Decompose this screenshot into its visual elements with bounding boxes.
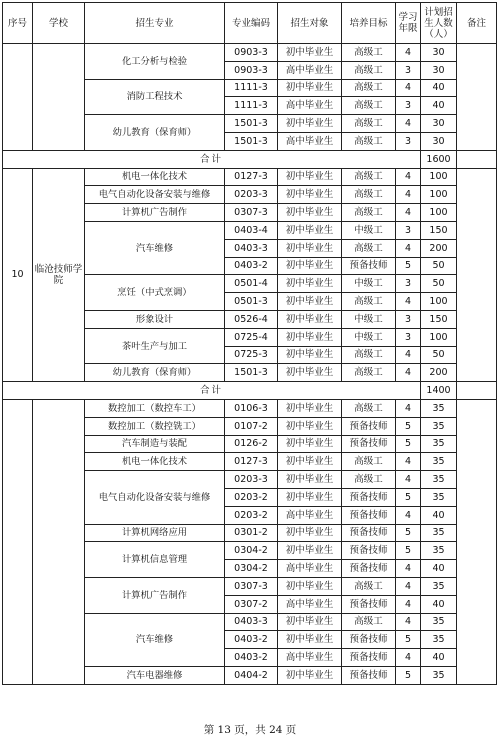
code-cell: 0725-4: [225, 328, 278, 346]
target-cell: 高中毕业生: [278, 506, 342, 524]
target-cell: 初中毕业生: [278, 488, 342, 506]
plan-cell: 40: [421, 595, 457, 613]
goal-cell: 高级工: [342, 399, 396, 417]
plan-cell: 35: [421, 399, 457, 417]
plan-cell: 100: [421, 186, 457, 204]
major-cell: 化工分析与检验: [85, 44, 225, 80]
goal-cell: 预备技师: [342, 417, 396, 435]
code-cell: 1501-3: [225, 115, 278, 133]
plan-cell: 150: [421, 310, 457, 328]
code-cell: 0106-3: [225, 399, 278, 417]
years-cell: 4: [396, 186, 421, 204]
goal-cell: 高级工: [342, 293, 396, 311]
target-cell: 高中毕业生: [278, 595, 342, 613]
goal-cell: 中级工: [342, 221, 396, 239]
target-cell: 初中毕业生: [278, 221, 342, 239]
note-cell: [457, 44, 497, 151]
code-cell: 0203-2: [225, 506, 278, 524]
code-cell: 0304-2: [225, 560, 278, 578]
goal-cell: 高级工: [342, 79, 396, 97]
major-cell: 计算机网络应用: [85, 524, 225, 542]
goal-cell: 预备技师: [342, 524, 396, 542]
code-cell: 0526-4: [225, 310, 278, 328]
target-cell: 初中毕业生: [278, 257, 342, 275]
target-cell: 初中毕业生: [278, 364, 342, 382]
years-cell: 5: [396, 666, 421, 684]
years-cell: 4: [396, 649, 421, 667]
plan-cell: 35: [421, 613, 457, 631]
goal-cell: 高级工: [342, 204, 396, 222]
plan-cell: 200: [421, 239, 457, 257]
plan-cell: 35: [421, 417, 457, 435]
goal-cell: 预备技师: [342, 488, 396, 506]
code-cell: 0903-3: [225, 61, 278, 79]
target-cell: 初中毕业生: [278, 44, 342, 62]
target-cell: 高中毕业生: [278, 97, 342, 115]
goal-cell: 中级工: [342, 275, 396, 293]
plan-cell: 35: [421, 488, 457, 506]
code-cell: 0725-3: [225, 346, 278, 364]
years-cell: 4: [396, 364, 421, 382]
code-cell: 1111-3: [225, 79, 278, 97]
code-cell: 0203-2: [225, 488, 278, 506]
plan-cell: 40: [421, 560, 457, 578]
code-cell: 0304-2: [225, 542, 278, 560]
code-cell: 0203-3: [225, 186, 278, 204]
code-cell: 1111-3: [225, 97, 278, 115]
school-cell: [33, 399, 85, 684]
code-cell: 0127-3: [225, 453, 278, 471]
target-cell: 初中毕业生: [278, 435, 342, 453]
goal-cell: 高级工: [342, 239, 396, 257]
years-cell: 5: [396, 524, 421, 542]
table-row: [3, 399, 497, 417]
goal-cell: 高级工: [342, 346, 396, 364]
plan-cell: 50: [421, 346, 457, 364]
major-cell: 机电一体化技术: [85, 168, 225, 186]
code-cell: 0403-2: [225, 649, 278, 667]
header-school: 学校: [33, 3, 85, 44]
plan-cell: 30: [421, 61, 457, 79]
major-cell: 形象设计: [85, 310, 225, 328]
school-cell: [33, 44, 85, 151]
goal-cell: 高级工: [342, 577, 396, 595]
plan-cell: 40: [421, 97, 457, 115]
header-years: 学习年限: [396, 3, 421, 44]
plan-cell: 30: [421, 132, 457, 150]
years-cell: 4: [396, 346, 421, 364]
major-cell: 数控加工（数控铣工）: [85, 417, 225, 435]
target-cell: 初中毕业生: [278, 293, 342, 311]
code-cell: 0403-3: [225, 239, 278, 257]
plan-cell: 30: [421, 44, 457, 62]
years-cell: 5: [396, 542, 421, 560]
goal-cell: 预备技师: [342, 666, 396, 684]
goal-cell: 预备技师: [342, 595, 396, 613]
plan-cell: 30: [421, 115, 457, 133]
target-cell: 初中毕业生: [278, 577, 342, 595]
target-cell: 初中毕业生: [278, 613, 342, 631]
code-cell: 0403-2: [225, 257, 278, 275]
header-note: 备注: [457, 3, 497, 44]
major-cell: 幼儿教育（保育师）: [85, 115, 225, 151]
major-cell: 电气自动化设备安装与维修: [85, 186, 225, 204]
goal-cell: 高级工: [342, 115, 396, 133]
note-cell: [457, 382, 497, 400]
target-cell: 高中毕业生: [278, 649, 342, 667]
plan-cell: 50: [421, 257, 457, 275]
plan-cell: 35: [421, 666, 457, 684]
enrollment-table: [2, 2, 497, 685]
plan-cell: 100: [421, 168, 457, 186]
major-cell: 电气自动化设备安装与维修: [85, 471, 225, 524]
goal-cell: 预备技师: [342, 649, 396, 667]
target-cell: 初中毕业生: [278, 168, 342, 186]
note-cell: [457, 168, 497, 382]
plan-cell: 40: [421, 649, 457, 667]
years-cell: 4: [396, 204, 421, 222]
goal-cell: 预备技师: [342, 257, 396, 275]
target-cell: 初中毕业生: [278, 399, 342, 417]
target-cell: 初中毕业生: [278, 310, 342, 328]
header-code: 专业编码: [225, 3, 278, 44]
plan-cell: 35: [421, 542, 457, 560]
code-cell: 0403-4: [225, 221, 278, 239]
seq-cell: 10: [3, 168, 33, 382]
years-cell: 4: [396, 560, 421, 578]
years-cell: 5: [396, 631, 421, 649]
code-cell: 0403-2: [225, 631, 278, 649]
major-cell: 汽车电器维修: [85, 666, 225, 684]
header-seq: 序号: [3, 3, 33, 44]
major-cell: 计算机信息管理: [85, 542, 225, 578]
target-cell: 初中毕业生: [278, 79, 342, 97]
plan-cell: 100: [421, 293, 457, 311]
plan-cell: 50: [421, 275, 457, 293]
code-cell: 0307-3: [225, 204, 278, 222]
goal-cell: 高级工: [342, 61, 396, 79]
years-cell: 4: [396, 506, 421, 524]
code-cell: 0126-2: [225, 435, 278, 453]
years-cell: 4: [396, 453, 421, 471]
goal-cell: 高级工: [342, 44, 396, 62]
header-major: 招生专业: [85, 3, 225, 44]
code-cell: 0501-3: [225, 293, 278, 311]
target-cell: 初中毕业生: [278, 328, 342, 346]
goal-cell: 高级工: [342, 97, 396, 115]
code-cell: 1501-3: [225, 132, 278, 150]
major-cell: 汽车制造与装配: [85, 435, 225, 453]
target-cell: 初中毕业生: [278, 186, 342, 204]
years-cell: 4: [396, 613, 421, 631]
years-cell: 4: [396, 471, 421, 489]
header-row: [3, 3, 497, 44]
years-cell: 5: [396, 257, 421, 275]
goal-cell: 预备技师: [342, 506, 396, 524]
target-cell: 高中毕业生: [278, 560, 342, 578]
note-cell: [457, 399, 497, 684]
target-cell: 初中毕业生: [278, 239, 342, 257]
years-cell: 4: [396, 239, 421, 257]
plan-cell: 100: [421, 204, 457, 222]
code-cell: 0203-3: [225, 471, 278, 489]
target-cell: 初中毕业生: [278, 204, 342, 222]
target-cell: 初中毕业生: [278, 631, 342, 649]
years-cell: 4: [396, 577, 421, 595]
plan-cell: 35: [421, 631, 457, 649]
major-cell: 汽车维修: [85, 221, 225, 274]
goal-cell: 高级工: [342, 613, 396, 631]
major-cell: 计算机广告制作: [85, 204, 225, 222]
code-cell: 0307-3: [225, 577, 278, 595]
years-cell: 3: [396, 221, 421, 239]
total-value: 1400: [421, 382, 457, 400]
years-cell: 4: [396, 293, 421, 311]
table-row: [3, 44, 497, 62]
header-target: 招生对象: [278, 3, 342, 44]
plan-cell: 40: [421, 79, 457, 97]
goal-cell: 高级工: [342, 132, 396, 150]
major-cell: 茶叶生产与加工: [85, 328, 225, 364]
years-cell: 4: [396, 168, 421, 186]
seq-cell: [3, 399, 33, 684]
total-label: 合计: [3, 150, 421, 168]
years-cell: 5: [396, 417, 421, 435]
target-cell: 初中毕业生: [278, 275, 342, 293]
total-value: 1600: [421, 150, 457, 168]
major-cell: 计算机广告制作: [85, 577, 225, 613]
plan-cell: 35: [421, 453, 457, 471]
plan-cell: 35: [421, 577, 457, 595]
goal-cell: 高级工: [342, 186, 396, 204]
plan-cell: 100: [421, 328, 457, 346]
years-cell: 4: [396, 595, 421, 613]
code-cell: 0404-2: [225, 666, 278, 684]
target-cell: 初中毕业生: [278, 346, 342, 364]
code-cell: 0903-3: [225, 44, 278, 62]
plan-cell: 35: [421, 471, 457, 489]
code-cell: 0501-4: [225, 275, 278, 293]
plan-cell: 35: [421, 524, 457, 542]
goal-cell: 高级工: [342, 364, 396, 382]
code-cell: 0307-2: [225, 595, 278, 613]
years-cell: 5: [396, 488, 421, 506]
years-cell: 3: [396, 97, 421, 115]
goal-cell: 预备技师: [342, 542, 396, 560]
seq-cell: [3, 44, 33, 151]
target-cell: 高中毕业生: [278, 61, 342, 79]
code-cell: 0403-3: [225, 613, 278, 631]
plan-cell: 40: [421, 506, 457, 524]
years-cell: 5: [396, 435, 421, 453]
total-label: 合计: [3, 382, 421, 400]
code-cell: 0127-3: [225, 168, 278, 186]
code-cell: 1501-3: [225, 364, 278, 382]
target-cell: 高中毕业生: [278, 132, 342, 150]
major-cell: 烹饪（中式烹调）: [85, 275, 225, 311]
goal-cell: 预备技师: [342, 631, 396, 649]
major-cell: 幼儿教育（保育师）: [85, 364, 225, 382]
code-cell: 0301-2: [225, 524, 278, 542]
goal-cell: 中级工: [342, 328, 396, 346]
plan-cell: 35: [421, 435, 457, 453]
target-cell: 初中毕业生: [278, 471, 342, 489]
goal-cell: 高级工: [342, 168, 396, 186]
target-cell: 初中毕业生: [278, 666, 342, 684]
goal-cell: 预备技师: [342, 435, 396, 453]
target-cell: 初中毕业生: [278, 542, 342, 560]
page-footer: 第 13 页，共 24 页: [203, 724, 297, 736]
major-cell: 汽车维修: [85, 613, 225, 666]
target-cell: 初中毕业生: [278, 115, 342, 133]
plan-cell: 150: [421, 221, 457, 239]
target-cell: 初中毕业生: [278, 417, 342, 435]
years-cell: 3: [396, 132, 421, 150]
goal-cell: 高级工: [342, 453, 396, 471]
total-row: [3, 382, 497, 400]
years-cell: 3: [396, 61, 421, 79]
years-cell: 3: [396, 310, 421, 328]
header-goal: 培养目标: [342, 3, 396, 44]
header-plan: 计划招生人数（人）: [421, 3, 457, 44]
note-cell: [457, 150, 497, 168]
goal-cell: 高级工: [342, 471, 396, 489]
target-cell: 初中毕业生: [278, 524, 342, 542]
years-cell: 4: [396, 44, 421, 62]
goal-cell: 预备技师: [342, 560, 396, 578]
plan-cell: 200: [421, 364, 457, 382]
years-cell: 4: [396, 79, 421, 97]
target-cell: 初中毕业生: [278, 453, 342, 471]
total-row: [3, 150, 497, 168]
goal-cell: 中级工: [342, 310, 396, 328]
major-cell: 机电一体化技术: [85, 453, 225, 471]
school-cell: 临沧技师学院: [33, 168, 85, 382]
years-cell: 4: [396, 399, 421, 417]
code-cell: 0107-2: [225, 417, 278, 435]
years-cell: 3: [396, 275, 421, 293]
major-cell: 数控加工（数控车工）: [85, 399, 225, 417]
table-row: [3, 168, 497, 186]
major-cell: 消防工程技术: [85, 79, 225, 115]
years-cell: 4: [396, 115, 421, 133]
years-cell: 3: [396, 328, 421, 346]
